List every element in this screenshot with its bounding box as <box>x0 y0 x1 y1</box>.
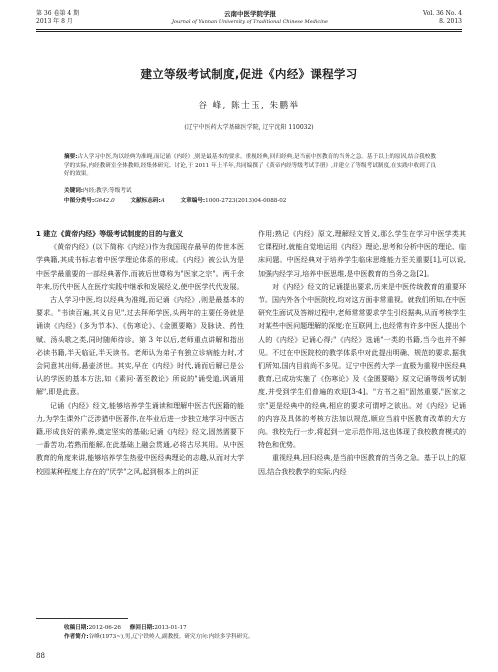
header-journal-block <box>150 10 350 26</box>
header-rule <box>36 29 462 30</box>
body-paragraph: 对《内经》经文的记诵提出要求,历来是中医传统教育的重要环节。国内外各个中医院校,均对这方面非常重视。就我们所知,在中医研究生面试及答辩过程中,老师常常要求学生引经据典,从而考核学生对某些中医问题理解的深度;在互联网上,也经常有许多中医人提出个人的《内经》记诵心得;"《内经》选诵"一类的书籍,当今也并不鲜见。不过在中医院校的教学体系中对此提出明确、规范的要求,据我们所知,国内目前尚不多见。辽宁中医药大学一直极为重视中医经典教育,已成功实施了《伤寒论》及《金匮要略》原文记诵等级考试制度,并受到学生们普遍的欢迎[3-4]。"方书之祖"固然重要,"医家之宗"更是经典中的经典,相应的要求可谓呼之欲出。对《内经》记诵的内容及具体的考核方法加以规范,顺应当前中医教育改革的大方向。我校先行一步,将起到一定示范作用,这也体现了我校教育模式的特色和优势。 <box>258 282 466 450</box>
body-paragraph: 重视经典,回归经典,是当前中医教育的当务之急。基于以上的原因,结合我校教学的实际,内经 <box>258 454 466 476</box>
abstract-label: 摘要: <box>64 154 78 160</box>
body-paragraph: 《黄帝内经》(以下简称《内经》)作为我国现存最早的传世本医学典籍,其成书标志着中医学理论体系的形成。《内经》被公认为是中医学最重要的一部经典著作,而被后世尊称为"医家之宗"。两千余年来,历代中医人在医疗实践中继承和发展经义,使中医学代代发展。 <box>36 243 244 291</box>
abstract <box>64 153 436 179</box>
keywords <box>64 187 436 196</box>
article-id <box>181 197 301 206</box>
header-volume-en-block <box>423 10 462 26</box>
doc-label: 文献标志码: <box>130 198 161 204</box>
article-title: 建立等级考试制度,促进《内经》课程学习 <box>140 67 358 81</box>
journal-name-en: Journal of Yunnan University of Traditional Chinese Medicine <box>172 19 328 25</box>
section-heading: 1 建立《黄帝内经》等级考试制度的目的与意义 <box>36 230 184 238</box>
header-volume-en: Vol. 36 No. 4 <box>422 10 462 17</box>
body-paragraph: 记诵《内经》经文,能够培养学生诵读和理解中医古代医籍的能力,为学生课外广泛涉猎中医著作,在毕业后进一步独立地学习中医古籍,形成良好的素养,奠定坚实的基础;记诵《内经》经文,固然需要下一番苦功,若熟而能解,在此基础上融会贯通,必将古尽其用。从中医教育的角度来讲,能够培养学生热爱中医经典理论的志趣,从而对大学校园某种程度上存在的"厌学"之风,起到根本上的纠正 <box>36 401 244 476</box>
header-volume-block <box>36 10 79 26</box>
body-column-left <box>36 228 244 479</box>
classification-line <box>64 197 436 206</box>
journal-name-cn: 云南中医学院学报 <box>224 10 276 18</box>
id-value: 1000-2723(2013)04-0088-02 <box>205 198 287 204</box>
revised-label: 修回日期: <box>129 625 155 631</box>
clc-code <box>64 197 115 206</box>
revised-date: 2013-01-17 <box>154 625 187 631</box>
header-volume-cn: 第 36 卷第 4 期 <box>36 10 80 17</box>
header-rule-thin <box>36 31 462 32</box>
doc-code <box>130 197 164 206</box>
footnote-author <box>64 633 253 641</box>
received-label: 收稿日期: <box>64 625 89 631</box>
author-bio-label: 作者简介: <box>64 634 89 640</box>
body-paragraph: 古人学习中医,均以经典为准绳,而记诵《内经》,则是最基本的要求。"书读百遍,其义自见",过去拜师学医,头两年的主要任务就是诵读《内经》(多为节本)、《伤寒论》、《金匮要略》及脉诀、药性赋、汤头歌之类,同时随师待诊。第 3 年以后,老师重点讲解和指出必读书籍,半天临证,半天读书。老师认为弟子有独立诊病能力时,才会同意其出师,悬壶济世。其实,早在《内经》时代,诵而后解已是公认的学医的基本方法,如《素问·著至教论》所说的"诵受道,讽诵用解",即是此意。 <box>36 296 244 397</box>
article-authors: 谷 峰, 陈士玉, 朱鹏举 <box>198 101 300 111</box>
abstract-text: 古人学习中医,均以经典为准绳,而记诵《内经》,则是最基本的要求。重视经典,回归经典,是当前中医教育的当务之急。基于以上的原因,结合我校教学的实际,内经教研室全体教师,经集体研究、讨论,于 2011 年上半年,共同编撰了《黄帝内经等级考试手册》,并建立了等级考试制度,在实践中收到了良好的效果。 <box>64 154 436 178</box>
footnote-rule <box>36 618 128 619</box>
body-column-right <box>258 228 466 479</box>
id-label: 文章编号: <box>180 198 206 204</box>
keywords-label: 关键词: <box>64 188 84 194</box>
received-date: 2012-06-26 <box>88 625 121 631</box>
keywords-text: 内经;教学;等级考试 <box>83 188 132 194</box>
header-date-cn: 2013 年 8 月 <box>36 18 73 25</box>
page-number: 88 <box>36 652 45 660</box>
clc-value: G642.0 <box>94 198 115 204</box>
doc-value: A <box>160 198 165 204</box>
author-bio: 谷峰(1973~),男,辽宁铁岭人,副教授。研究方向:内经多学科研究。 <box>88 634 254 640</box>
footnote-dates <box>64 624 187 632</box>
clc-label: 中图分类号: <box>64 198 95 204</box>
article-affiliation: (辽宁中医药大学基础医学院, 辽宁沈阳 110032) <box>184 124 314 131</box>
body-paragraph: 作用;熟记《内经》原文,理解经文旨义,那么学生在学习中医学类其它课程时,就能自觉地运用《内经》理论,思考和分析中医的理论、临床问题。中医经典对于培养学生临床思维能力至关重要[1],可以说,加强内经学习,培养中医思维,是中医教育的当务之急[2]。 <box>258 230 466 278</box>
header-date-en: 8. 2013 <box>439 18 462 25</box>
